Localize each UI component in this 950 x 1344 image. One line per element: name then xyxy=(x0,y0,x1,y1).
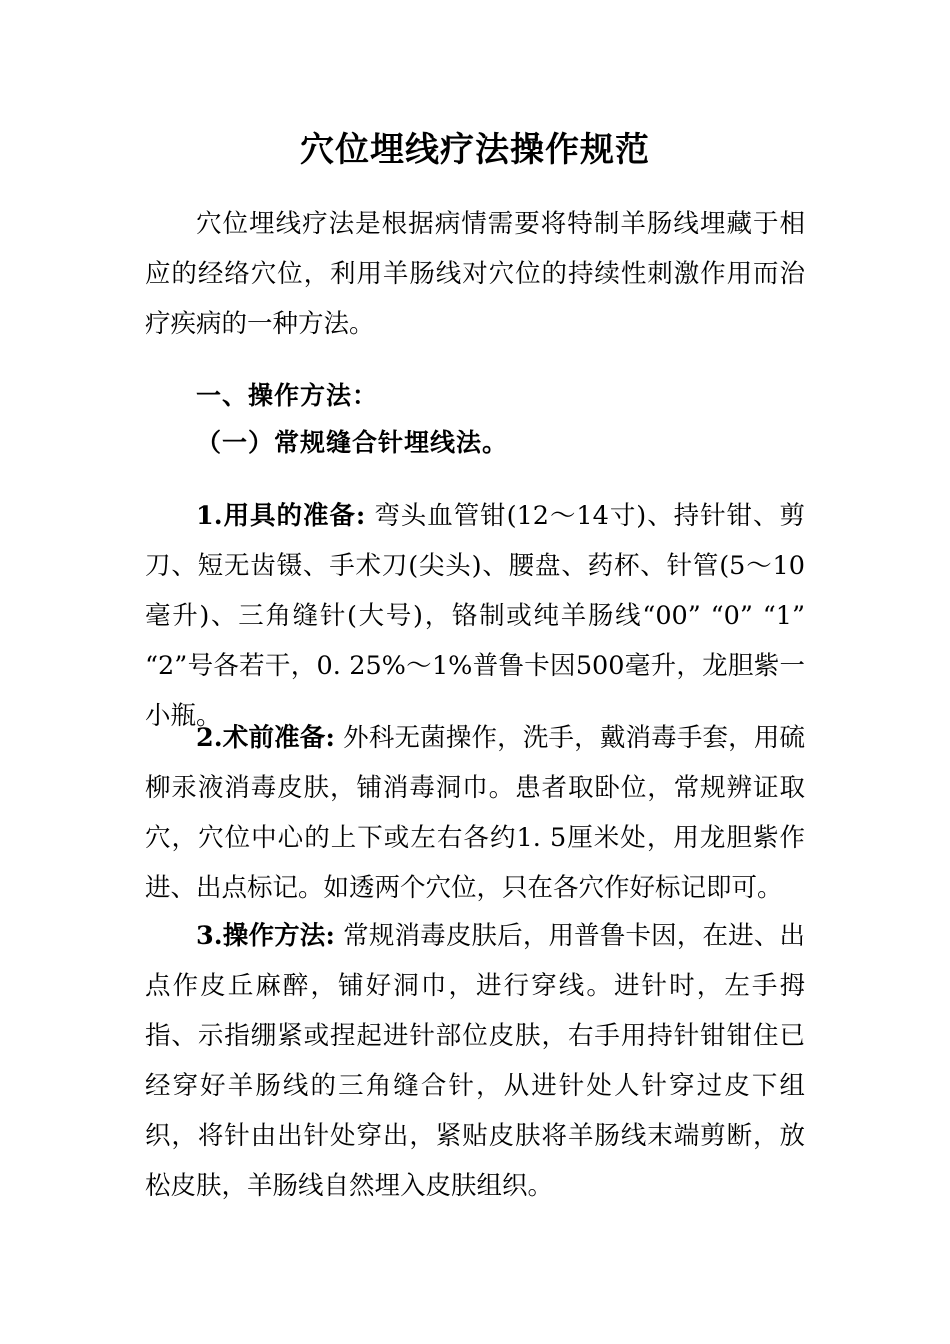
item-operation-method xyxy=(145,911,805,1211)
intro-paragraph: 穴位埋线疗法是根据病情需要将特制羊肠线埋藏于相应的经络穴位，利用羊肠线对穴位的持续性刺激作用而治疗疾病的一种方法。 xyxy=(145,209,805,339)
document-title: 穴位埋线疗法操作规范 xyxy=(300,130,650,170)
item-text: 常规消毒皮肤后，用普鲁卡因，在进、出点作皮丘麻醉，铺好洞巾，进行穿线。进针时，左手拇指、示指绷紧或捏起进针部位皮肤，右手用持针钳钳住已经穿好羊肠线的三角缝合针，从进针处人针穿过皮下组织，将针由出针处穿出，紧贴皮肤将羊肠线末端剪断，放松皮肤，羊肠线自然埋入皮肤组织。 xyxy=(145,921,805,1201)
item-label: 1.用具的准备: xyxy=(196,501,366,531)
item-tools-preparation xyxy=(145,491,805,741)
item-preoperative-preparation xyxy=(145,713,805,913)
item-text: 弯头血管钳(12～14寸)、持针钳、剪刀、短无齿镊、手术刀(尖头)、腰盘、药杯、针管(5～10毫升)、三角缝针(大号)，铬制或纯羊肠线“00” “0” “1” “2”号各若干，0. 25%～1%普鲁卡因500毫升，龙胆紫一小瓶。 xyxy=(145,501,805,731)
subsection-heading: （一）常规缝合针埋线法。 xyxy=(196,428,509,457)
item-text: 外科无菌操作，洗手，戴消毒手套，用硫柳汞液消毒皮肤，铺消毒洞巾。患者取卧位，常规辨证取穴，穴位中心的上下或左右各约1. 5厘米处，用龙胆紫作进、出点标记。如透两个穴位，只在各穴作好标记即可。 xyxy=(145,723,805,903)
item-label: 2.术前准备: xyxy=(196,723,335,753)
item-label: 3.操作方法: xyxy=(196,921,335,951)
section-heading: 一、操作方法： xyxy=(196,381,379,410)
